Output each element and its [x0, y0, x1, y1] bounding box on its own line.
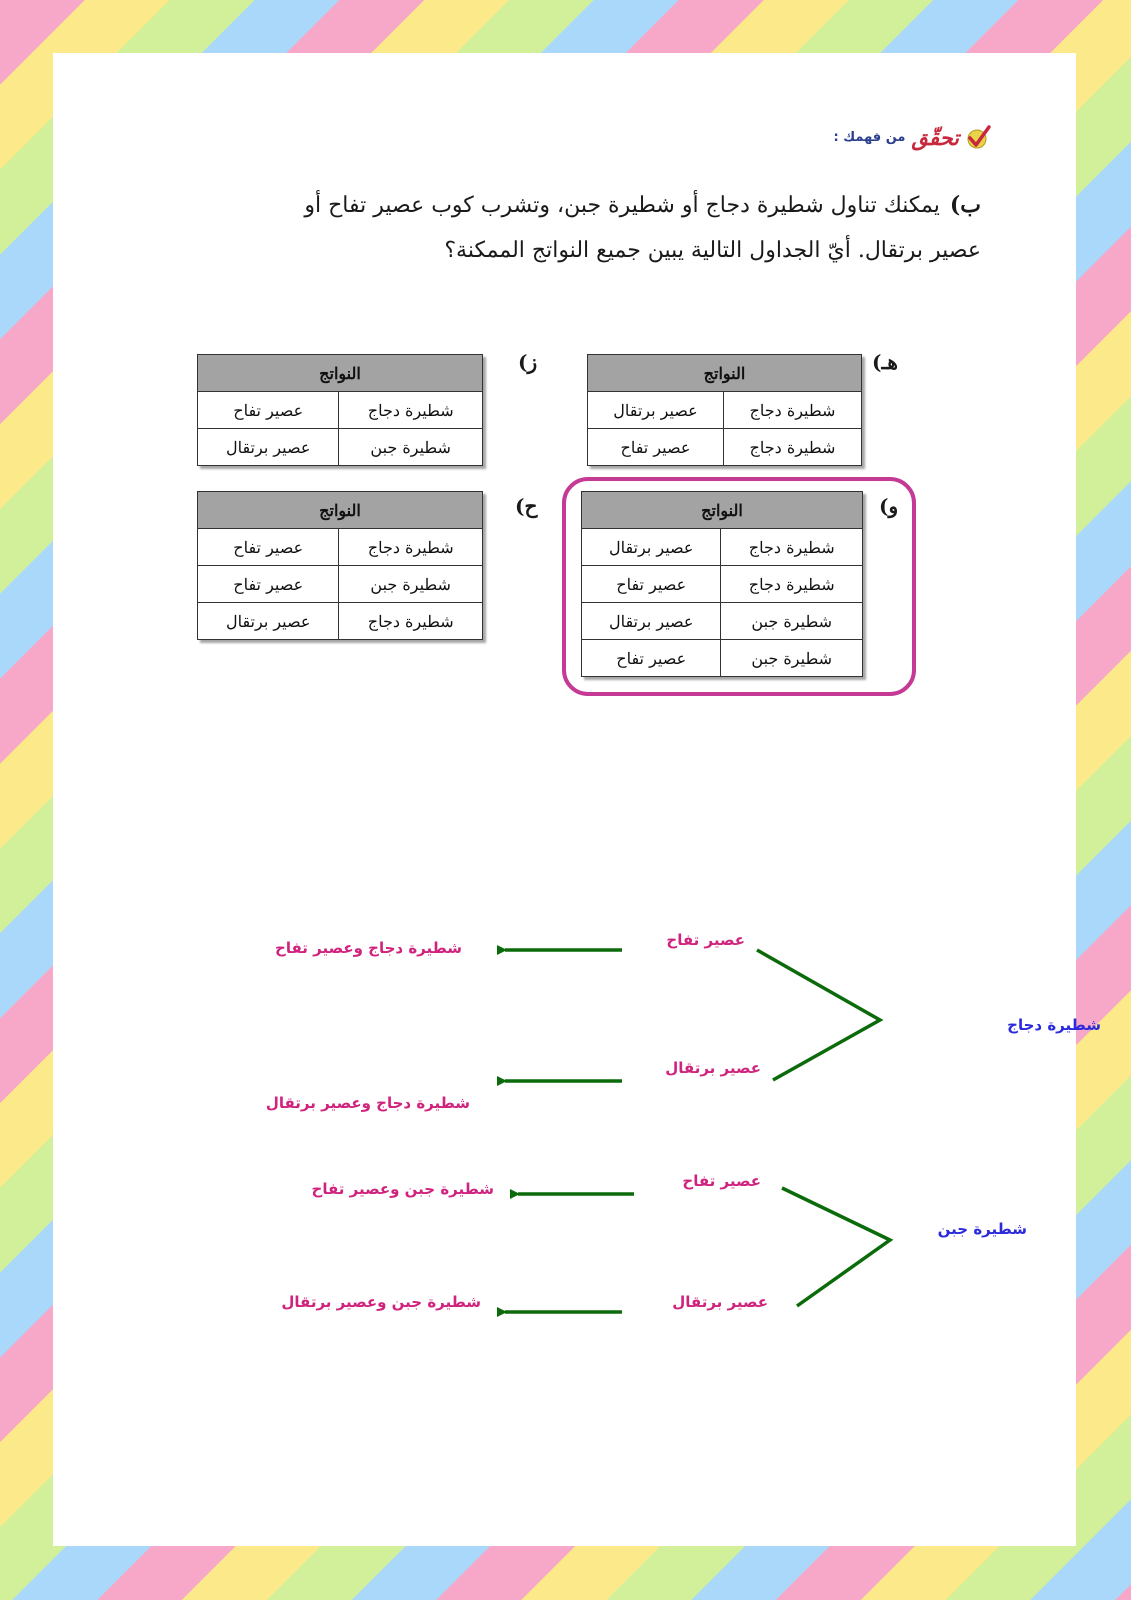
option-label-h: هـ)	[872, 350, 898, 374]
table-cell: شطيرة دجاج	[721, 566, 863, 603]
tree-choice: عصير تفاح	[666, 931, 745, 949]
table-cell: عصير تفاح	[588, 429, 724, 466]
worksheet-page	[53, 53, 1076, 1546]
question-label: ب)	[949, 192, 981, 218]
table-cell: شطيرة جبن	[339, 566, 483, 603]
table-cell: شطيرة دجاج	[339, 529, 483, 566]
tree-root-cheese: شطيرة جبن	[937, 1220, 1027, 1238]
tree-outcome: شطيرة جبن وعصير برتقال	[281, 1293, 481, 1311]
tree-choice: عصير تفاح	[682, 1172, 761, 1190]
table-cell: عصير تفاح	[198, 392, 339, 429]
table-cell: شطيرة دجاج	[339, 603, 483, 640]
tree-root-chicken: شطيرة دجاج	[1007, 1016, 1101, 1034]
table-cell: عصير تفاح	[582, 566, 721, 603]
tree-outcome: شطيرة دجاج وعصير تفاح	[275, 939, 462, 957]
header-subtitle: من فهمك :	[833, 129, 906, 145]
table-row	[198, 566, 483, 603]
table-cell: عصير برتقال	[588, 392, 724, 429]
option-table-w[interactable]	[581, 491, 863, 677]
table-cell: عصير تفاح	[198, 566, 339, 603]
option-label-w: و)	[879, 494, 899, 518]
table-cell: شطيرة دجاج	[723, 429, 861, 466]
table-cell: عصير برتقال	[582, 529, 721, 566]
outcomes-table	[197, 491, 483, 640]
table-cell: شطيرة جبن	[721, 603, 863, 640]
outcomes-table	[581, 491, 863, 677]
outcomes-table	[587, 354, 862, 466]
table-row	[198, 392, 483, 429]
option-table-z[interactable]	[197, 354, 483, 466]
table-cell: شطيرة جبن	[339, 429, 483, 466]
option-label-h2: ح)	[515, 494, 538, 518]
outcomes-table	[197, 354, 483, 466]
check-understanding-header	[834, 124, 991, 150]
table-cell: عصير تفاح	[582, 640, 721, 677]
table-header: النواتج	[198, 492, 483, 529]
table-cell: شطيرة دجاج	[339, 392, 483, 429]
table-row	[588, 392, 862, 429]
option-table-h2[interactable]	[197, 491, 483, 640]
table-cell: عصير برتقال	[198, 603, 339, 640]
table-row	[198, 529, 483, 566]
checkmark-icon	[965, 124, 991, 150]
header-title: تحقّق	[911, 124, 959, 150]
table-cell: عصير تفاح	[198, 529, 339, 566]
table-row	[582, 529, 863, 566]
tree-choice: عصير برتقال	[665, 1059, 761, 1077]
table-row	[198, 603, 483, 640]
table-cell: شطيرة جبن	[721, 640, 863, 677]
table-row	[588, 429, 862, 466]
table-header: النواتج	[588, 355, 862, 392]
option-label-z: ز)	[518, 350, 538, 374]
table-header: النواتج	[582, 492, 863, 529]
table-cell: شطيرة دجاج	[721, 529, 863, 566]
table-row	[198, 429, 483, 466]
tree-choice: عصير برتقال	[672, 1293, 768, 1311]
table-row	[582, 566, 863, 603]
question-text	[261, 183, 981, 273]
table-cell: عصير برتقال	[582, 603, 721, 640]
question-body: يمكنك تناول شطيرة دجاج أو شطيرة جبن، وتشرب كوب عصير تفاح أو عصير برتقال. أيّ الجداول التالية يبين جميع النواتج الممكنة؟	[304, 193, 981, 263]
table-row	[582, 603, 863, 640]
table-header: النواتج	[198, 355, 483, 392]
table-cell: شطيرة دجاج	[723, 392, 861, 429]
option-table-h[interactable]	[587, 354, 862, 466]
tree-outcome: شطيرة جبن وعصير تفاح	[311, 1180, 494, 1198]
table-row	[582, 640, 863, 677]
tree-outcome: شطيرة دجاج وعصير برتقال	[265, 1094, 470, 1112]
table-cell: عصير برتقال	[198, 429, 339, 466]
